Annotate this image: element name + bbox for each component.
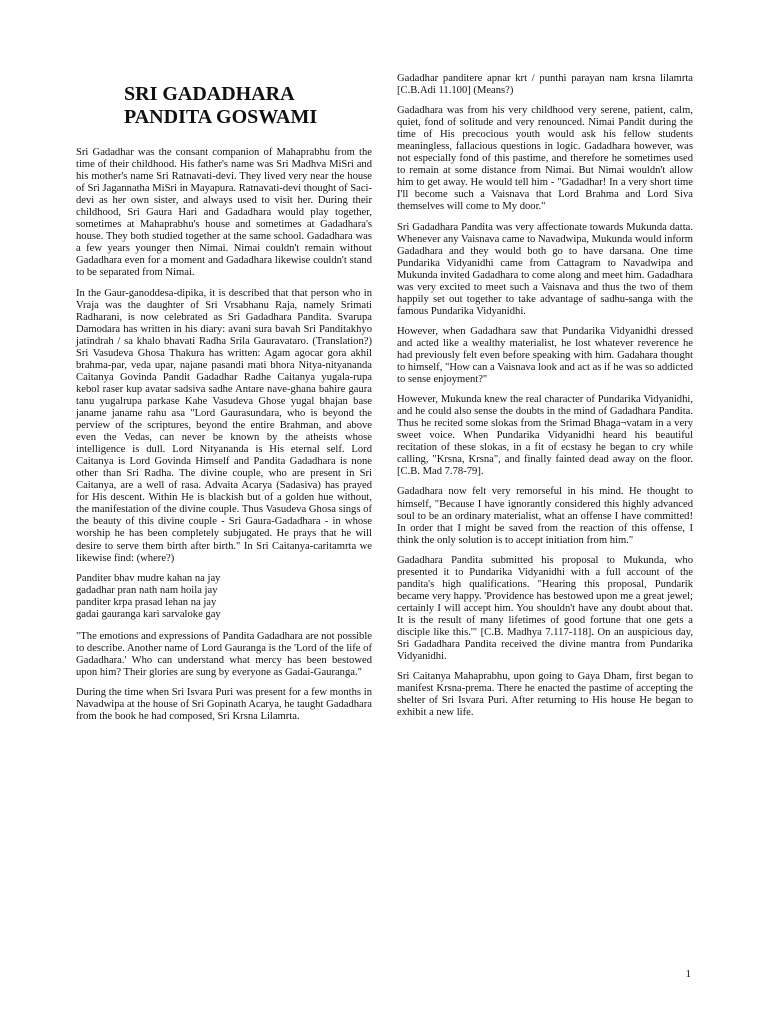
- left-column: [76, 83, 372, 731]
- right-paragraph-3: Sri Gadadhara Pandita was very affectionate towards Mukunda datta. Whenever any Vaisnava came to Navadwipa, Mukunda would inform Gadadhara and they would both go to have darsana. One time Pundarika Vidyanidhi came from Cattagram to Navadwipa and Mukunda invited Gadadhara to come along and meet him. Gadadhara was very excited to meet such a Vaisnava and thus the two of them happily set out together to take advantage of sadhu-sanga with the famous Pundarika Vidyanidhi.: [397, 221, 693, 317]
- right-paragraph-4: However, when Gadadhara saw that Pundarika Vidyanidhi dressed and acted like a wealthy materialist, he lost whatever reverence he had previously felt even before speaking with him. Gadahara thought to himself, "How can a Vaisnava look and act as if he was so addicted to sense enjoyment?": [397, 325, 693, 386]
- page-number: 1: [685, 968, 691, 980]
- verse-block: [76, 573, 372, 621]
- right-paragraph-1: Gadadhar panditere apnar krt / punthi parayan nam krsna lilamrta [C.B.Adi 11.100] (Means?): [397, 73, 693, 97]
- right-paragraph-5: However, Mukunda knew the real character of Pundarika Vidyanidhi, and he could also sense the doubts in the mind of Gadadhara Pandita. Thus he recited some slokas from the Srimad Bhaga¬vatam in a very sweet voice. When Pundarika Vidyanidhi heard his beautiful recitation of these slokas, in a fit of ecstasy he began to cry while calling, "Krsna, Krsna", and finally fainted dead away on the floor. [C.B. Mad 7.78-79].: [397, 394, 693, 478]
- verse-line: panditer krpa prasad lehan na jay: [76, 596, 217, 608]
- document-title-line-1: SRI GADADHARA: [124, 83, 295, 105]
- right-paragraph-8: Sri Caitanya Mahaprabhu, upon going to Gaya Dham, first began to manifest Krsna-prema. There he enacted the pastime of accepting the shelter of Sri Isvara Puri. After returning to His house He began to exhibit a new life.: [397, 671, 693, 719]
- verse-line: gadai gauranga kari sarvaloke gay: [76, 608, 221, 620]
- left-paragraph-3: "The emotions and expressions of Pandita Gadadhara are not possible to describe. Another name of Lord Gauranga is the 'Lord of the life of Gadadhara.' Who can understand what mercy has been bestowed upon him? Their glories are sung by everyone as Gadai-Gauranga.": [76, 630, 372, 678]
- left-paragraph-1: Sri Gadadhar was the consant companion of Mahaprabhu from the time of their childhood. His father's name was Sri Madhva MiSri and his mother's name Sri Ratnavati-devi. They lived very near the house of Sri Jagannatha MiSri in Mayapura. Ratnavati-devi thought of Saci-devi as her own sister, and always used to visit her. During their childhood, Sri Gaura Hari and Gadadhara would play together, sometimes at Mahaprabhu's house and sometimes at Gadadhara's house. They both studied together at the same school. Gadadhara was a few years younger then Nimai. Nimai couldn't remain without Gadadhara even for a moment and Gadadhara likewise couldn't stand to be separated from Nimai.: [76, 147, 372, 279]
- left-paragraph-2: In the Gaur-ganoddesa-dipika, it is described that that person who in Vraja was the daughter of Sri Vrsabhanu Raja, namely Srimati Radharani, is now celebrated as Sri Gadadhara Pandita. Svarupa Damodara has written in his diary: avani sura bavah Sri Panditakhyo jatindrah / sa khalo bhavati Radha Srila Gauravataro. (Translation?) Sri Vasudeva Ghosa Thakura has written: Agam agocar gora akhil brahma-par, veda upar, najane pasandi mati bhora Nitya-nityananda Caitanya Govinda Pandit Gadadhar Radhe Caitanya yugala-rupa kebol raser kup avatar sadsiva sadhe Antare nave-ghana bahire gaura tanu yugalrupa parkase Kahe Vasudeva Ghose yugal bhajan base janame janame rahu asa "Lord Gaurasundara, who is beyond the perview of the scriptures, beyond the entire Brahman, and above even the Vedas, can never be known by the atheists whose intelligence is dull. Lord Nityananda is His eternal self. Lord Caitanya is Lord Govinda Himself and Pandita Gadadhara is none other than Sri Radha. The divine couple, who are present in Sri Caitanya, are a well of rasa. Advaita Acarya (Sadasiva) has prayed for His descent. Within He is blackish but of a golden hue without, the manifestation of the divine couple. Thus Vasudeva Ghosa sings of the beauty of this divine couple - Sri Gaura-Gadadhara - in whose worship he has been completely subjugated. He prays that he will desire to serve them birth after birth." In Sri Caitanya-caritamrta we likewise find: (where?): [76, 287, 372, 564]
- right-paragraph-7: Gadadhara Pandita submitted his proposal to Mukunda, who presented it to Pundarika Vidyanidhi with a full account of the pandita's high qualifications. "Hearing this proposal, Pundarik became very happy. 'Providence has bestowed upon me a great jewel; certainly I will accept him. You shouldn't have any doubt about that. It is the result of many lifetimes of good fortune that one gets a disciple like this.'" [C.B. Madhya 7.117-118]. On an auspicious day, Sri Gadadhara Pandita received the divine mantra from Pundarika Vidyanidhi.: [397, 554, 693, 663]
- verse-line: gadadhar pran nath nam hoila jay: [76, 584, 218, 596]
- right-paragraph-6: Gadadhara now felt very remorseful in his mind. He thought to himself, "Because I have ignorantly considered this highly advanced soul to be an ordinary materialist, what an offense I have committed! In order that I might be saved from the reaction of this offense, I think the only solution is to accept initiation from him.": [397, 486, 693, 546]
- right-paragraph-2: Gadadhara was from his very childhood very serene, patient, calm, quiet, fond of solitude and very renounced. Nimai Pandit during the time of His precocious youth would ask his fellow students meaningless, fallacious questions in logic. Gadadhara however, was not especially fond of this pastime, and therefore he sometimes used to remain at some distance from Nimai. But Nimai wouldn't allow him to get away. He would tell him - "Gadadhar! In a very short time I'll become such a Vaisnava that Lord Brahma and Lord Siva themselves will come to My door.": [397, 105, 693, 213]
- document-title-line-2: PANDITA GOSWAMI: [124, 106, 318, 128]
- verse-line: Panditer bhav mudre kahan na jay: [76, 572, 221, 584]
- right-column: [397, 73, 693, 727]
- left-paragraph-4: During the time when Sri Isvara Puri was present for a few months in Navadwipa at the house of Sri Gopinath Acarya, he taught Gadadhara from the book he had composed, Sri Krsna Lilamrta.: [76, 686, 372, 723]
- title-block: [76, 83, 372, 129]
